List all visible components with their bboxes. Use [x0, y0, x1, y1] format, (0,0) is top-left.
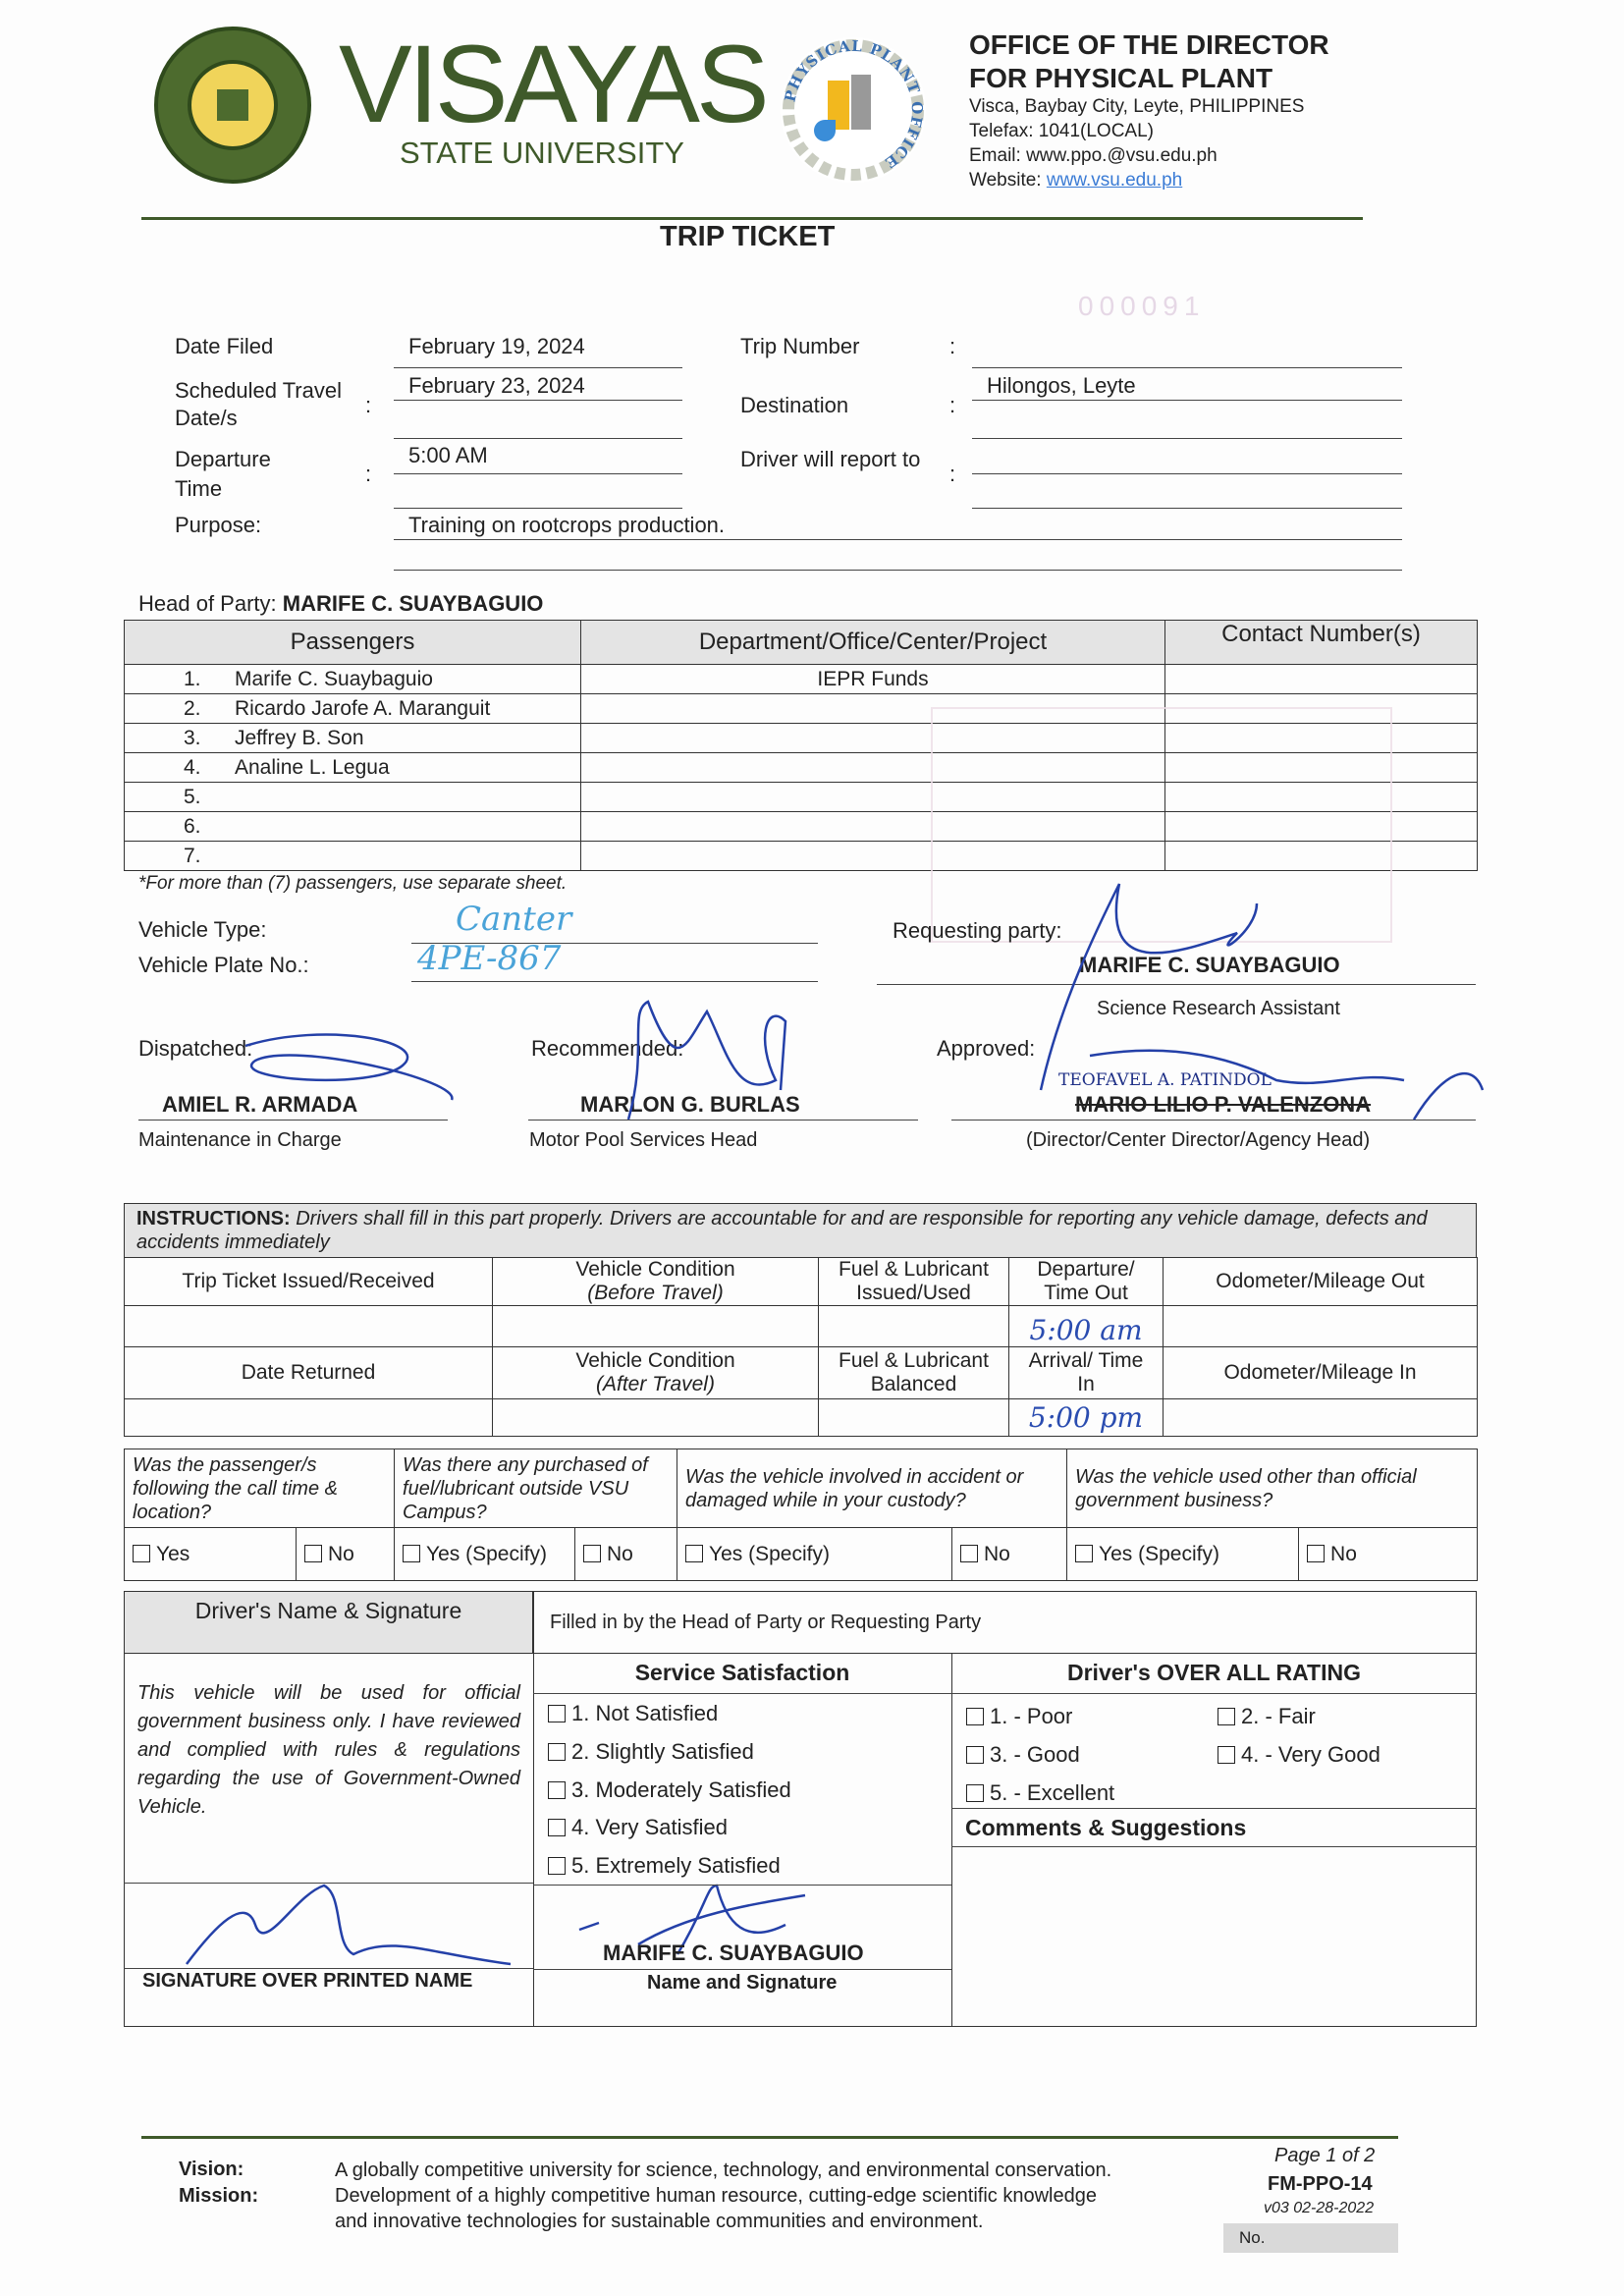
comments-input[interactable] — [954, 1849, 1473, 2024]
option-label: Yes — [156, 1542, 190, 1565]
checkbox[interactable] — [548, 1705, 566, 1722]
purpose-label: Purpose: — [175, 513, 262, 537]
university-name: VISAYAS — [339, 23, 766, 145]
passenger-number: 7. — [184, 844, 201, 867]
dispatched-name: AMIEL R. ARMADA — [162, 1092, 358, 1117]
office-title-1: OFFICE OF THE DIRECTOR — [969, 29, 1329, 60]
instructions-box — [124, 1203, 1477, 1258]
comments-header: Comments & Suggestions — [965, 1815, 1247, 1840]
arrival-time-header: Arrival/ Time In — [1009, 1347, 1164, 1399]
question-text: Was there any purchased of fuel/lubricant outside VSU Campus? — [395, 1449, 677, 1528]
mission-text-1: Development of a highly competitive human resource, cutting-edge scientific knowledge — [335, 2185, 1097, 2207]
service-satisfaction-option[interactable] — [548, 1853, 781, 1879]
checkbox[interactable] — [966, 1784, 984, 1802]
option-label: 4. - Very Good — [1241, 1742, 1380, 1767]
option-label: 3. - Good — [990, 1742, 1080, 1767]
driver-statement: This vehicle will be used for official government business only. I have reviewed and complied with rules & regulations regarding the use of Government-Owned Vehicle. — [137, 1682, 520, 1818]
option-label: No — [1330, 1542, 1357, 1565]
fuel-balanced-cell[interactable] — [819, 1399, 1009, 1437]
arrival-time-cell[interactable]: 5:00 pm — [1009, 1399, 1164, 1437]
colon: : — [365, 462, 372, 486]
checkbox[interactable] — [583, 1545, 601, 1562]
head-party-signer-name: MARIFE C. SUAYBAGUIO — [603, 1941, 864, 1965]
website-label: Website: — [969, 170, 1047, 191]
vehicle-condition-after-header: Vehicle Condition (After Travel) — [493, 1347, 819, 1399]
option-label: 3. Moderately Satisfied — [571, 1777, 791, 1802]
section-divider — [533, 1654, 534, 2027]
service-satisfaction-header: Service Satisfaction — [634, 1660, 850, 1685]
option-label: 5. - Excellent — [990, 1780, 1115, 1805]
date-returned-header: Date Returned — [125, 1347, 493, 1399]
fuel-issued-cell[interactable] — [819, 1306, 1009, 1347]
passenger-name-cell[interactable] — [125, 694, 581, 724]
checkbox[interactable] — [304, 1545, 322, 1562]
colon: : — [365, 393, 372, 417]
trip-log-table — [124, 1257, 1478, 1437]
head-of-party — [138, 591, 543, 617]
checkbox[interactable] — [1218, 1708, 1235, 1725]
passenger-name-cell[interactable] — [125, 812, 581, 842]
office-address: Visca, Baybay City, Leyte, PHILIPPINES — [969, 96, 1305, 117]
departure-label: Departure Time — [175, 447, 271, 501]
odometer-out-cell[interactable] — [1164, 1306, 1478, 1347]
head-party-header: Filled in by the Head of Party or Requesting Party — [533, 1591, 1477, 1654]
passenger-number: 1. — [184, 667, 201, 690]
head-party-signer-label: Name and Signature — [647, 1972, 838, 1994]
trip-number-label: Trip Number — [740, 334, 860, 358]
checkbox[interactable] — [403, 1545, 420, 1562]
question-yes-option[interactable] — [677, 1528, 952, 1581]
form-version: v03 02-28-2022 — [1264, 2200, 1375, 2216]
colon: : — [949, 462, 956, 486]
serial-stamp: 000091 — [1078, 291, 1206, 321]
question-text: Was the passenger/s following the call time & location? — [125, 1449, 395, 1528]
fuel-issued-header: Fuel & Lubricant Issued/Used — [819, 1258, 1009, 1306]
passenger-number: 5. — [184, 785, 201, 808]
passenger-name-cell[interactable] — [125, 842, 581, 871]
passenger-number: 4. — [184, 755, 201, 779]
office-telefax: Telefax: 1041(LOCAL) — [969, 121, 1154, 141]
head-of-party-name: MARIFE C. SUAYBAGUIO — [282, 591, 544, 616]
checkbox[interactable] — [548, 1743, 566, 1761]
option-label: 2. - Fair — [1241, 1704, 1316, 1728]
driver-rating-option[interactable] — [1218, 1704, 1316, 1729]
question-no-option[interactable] — [1299, 1528, 1478, 1581]
odometer-out-header: Odometer/Mileage Out — [1164, 1258, 1478, 1306]
option-label: 4. Very Satisfied — [571, 1815, 728, 1839]
vision-label: Vision: — [179, 2159, 244, 2180]
checkbox[interactable] — [548, 1819, 566, 1836]
form-no-box — [1223, 2223, 1398, 2253]
form-no-label: No. — [1239, 2228, 1266, 2247]
requesting-party-name: MARIFE C. SUAYBAGUIO — [1079, 953, 1340, 977]
checkbox[interactable] — [133, 1545, 150, 1562]
dispatched-title: Maintenance in Charge — [138, 1129, 342, 1151]
service-satisfaction-option[interactable] — [548, 1701, 718, 1726]
passenger-number: 2. — [184, 696, 201, 720]
requesting-party-position: Science Research Assistant — [1097, 998, 1340, 1019]
driver-rating-option[interactable] — [1218, 1742, 1380, 1768]
date-filed-value[interactable]: February 19, 2024 — [408, 334, 585, 358]
departure-time-header: Departure/ Time Out — [1009, 1258, 1164, 1306]
option-label: 5. Extremely Satisfied — [571, 1853, 781, 1878]
vision-text: A globally competitive university for science, technology, and environmental conservation. — [335, 2159, 1112, 2181]
vehicle-condition-before-header: Vehicle Condition (Before Travel) — [493, 1258, 819, 1306]
head-of-party-label: Head of Party: — [138, 591, 277, 616]
destination-label: Destination — [740, 393, 849, 417]
mission-text-2: and innovative technologies for sustainable communities and environment. — [335, 2211, 984, 2232]
passenger-row — [125, 665, 1478, 694]
option-label: No — [984, 1542, 1010, 1565]
checkbox[interactable] — [1307, 1545, 1325, 1562]
checkbox[interactable] — [548, 1781, 566, 1799]
option-label: 1. Not Satisfied — [571, 1701, 719, 1725]
driver-rating-option[interactable] — [966, 1742, 1080, 1768]
vehicle-type-label: Vehicle Type: — [138, 917, 267, 942]
trip-ticket-issued-header: Trip Ticket Issued/Received — [125, 1258, 493, 1306]
col-contact: Contact Number(s) — [1165, 621, 1478, 665]
question-yes-option[interactable] — [1067, 1528, 1299, 1581]
approved-handwritten-name: TEOFAVEL A. PATINDOL — [1058, 1070, 1272, 1090]
driver-signature-label: SIGNATURE OVER PRINTED NAME — [142, 1970, 473, 1992]
university-subtitle: STATE UNIVERSITY — [400, 136, 684, 170]
option-label: Yes (Specify) — [709, 1542, 830, 1565]
approved-name: MARIO LILIO P. VALENZONA — [1075, 1092, 1372, 1117]
departure-value[interactable]: 5:00 AM — [408, 443, 488, 467]
option-label: No — [328, 1542, 354, 1565]
section-divider — [951, 1654, 952, 2027]
passenger-name-cell[interactable] — [125, 665, 581, 694]
passenger-name: Marife C. Suaybaguio — [235, 667, 433, 690]
form-code: FM-PPO-14 — [1268, 2173, 1373, 2195]
physical-plant-logo-text: PHYSICAL PLANT OFFICE — [781, 37, 926, 173]
question-yes-option[interactable] — [395, 1528, 575, 1581]
office-website — [969, 170, 1182, 191]
question-no-option[interactable] — [952, 1528, 1067, 1581]
vehicle-plate-value[interactable]: 4PE-867 — [417, 939, 562, 978]
option-label: 1. - Poor — [990, 1704, 1073, 1728]
col-department: Department/Office/Center/Project — [581, 621, 1165, 665]
question-text: Was the vehicle used other than official government business? — [1067, 1449, 1478, 1528]
approved-label: Approved: — [937, 1036, 1036, 1061]
option-label: Yes (Specify) — [1099, 1542, 1219, 1565]
header-divider — [141, 217, 1363, 220]
question-no-option[interactable] — [297, 1528, 395, 1581]
driver-rating-option[interactable] — [966, 1780, 1114, 1806]
vehicle-condition-after-cell[interactable] — [493, 1399, 819, 1437]
page-number: Page 1 of 2 — [1274, 2145, 1376, 2166]
trip-ticket-issued-cell[interactable] — [125, 1306, 493, 1347]
recommended-name: MARLON G. BURLAS — [580, 1092, 800, 1117]
questions-table — [124, 1449, 1478, 1581]
vehicle-plate-label: Vehicle Plate No.: — [138, 953, 309, 977]
date-filed-label: Date Filed — [175, 334, 274, 358]
dispatched-signature — [245, 1035, 452, 1100]
office-title-2: FOR PHYSICAL PLANT — [969, 63, 1273, 93]
passenger-name-cell[interactable] — [125, 753, 581, 783]
colon: : — [949, 334, 956, 358]
passengers-note: *For more than (7) passengers, use separate sheet. — [138, 873, 568, 894]
fuel-balanced-header: Fuel & Lubricant Balanced — [819, 1347, 1009, 1399]
checkbox[interactable] — [966, 1746, 984, 1764]
checkbox[interactable] — [966, 1708, 984, 1725]
service-satisfaction-option[interactable] — [548, 1815, 728, 1840]
departure-time-cell[interactable]: 5:00 am — [1009, 1306, 1164, 1347]
checkbox[interactable] — [1218, 1746, 1235, 1764]
passenger-dept[interactable]: IEPR Funds — [581, 665, 1165, 694]
passenger-contact[interactable] — [1165, 665, 1478, 694]
driver-rating-header: Driver's OVER ALL RATING — [1067, 1660, 1361, 1685]
service-satisfaction-option[interactable] — [548, 1739, 754, 1765]
driver-report-label: Driver will report to — [740, 447, 921, 471]
passenger-number: 6. — [184, 814, 201, 838]
destination-value[interactable]: Hilongos, Leyte — [987, 373, 1136, 398]
vehicle-condition-before-cell[interactable] — [493, 1306, 819, 1347]
col-passengers: Passengers — [125, 621, 581, 665]
vehicle-type-value[interactable]: Canter — [456, 900, 572, 939]
scheduled-label: Scheduled Travel Date/s — [175, 378, 342, 430]
instructions-text: Drivers shall fill in this part properly. Drivers are accountable for and are responsible for reporting any vehicle damage, defects and accidents immediately — [136, 1208, 1428, 1253]
mission-label: Mission: — [179, 2185, 259, 2207]
passenger-name-cell[interactable] — [125, 783, 581, 812]
passenger-name: Analine L. Legua — [235, 755, 390, 779]
colon: : — [949, 393, 956, 417]
driver-header: Driver's Name & Signature — [124, 1591, 533, 1654]
recommended-label: Recommended: — [531, 1036, 684, 1061]
question-yes-option[interactable] — [125, 1528, 297, 1581]
date-returned-cell[interactable] — [125, 1399, 493, 1437]
driver-rating-option[interactable] — [966, 1704, 1072, 1729]
service-satisfaction-option[interactable] — [548, 1777, 791, 1803]
checkbox[interactable] — [960, 1545, 978, 1562]
page-title: TRIP TICKET — [660, 221, 836, 252]
option-label: No — [607, 1542, 633, 1565]
checkbox[interactable] — [685, 1545, 703, 1562]
option-label: 2. Slightly Satisfied — [571, 1739, 754, 1764]
option-label: Yes (Specify) — [426, 1542, 547, 1565]
passenger-name: Ricardo Jarofe A. Maranguit — [235, 696, 491, 720]
purpose-value[interactable]: Training on rootcrops production. — [408, 513, 726, 537]
received-stamp — [931, 707, 1392, 943]
checkbox[interactable] — [548, 1857, 566, 1875]
passenger-name: Jeffrey B. Son — [235, 726, 364, 749]
question-text: Was the vehicle involved in accident or damaged while in your custody? — [677, 1449, 1067, 1528]
passenger-name-cell[interactable] — [125, 724, 581, 753]
website-link[interactable]: www.vsu.edu.ph — [1046, 170, 1183, 191]
footer-divider — [141, 2136, 1398, 2139]
question-no-option[interactable] — [575, 1528, 677, 1581]
dispatched-label: Dispatched: — [138, 1036, 253, 1061]
university-seal — [154, 27, 311, 184]
recommended-title: Motor Pool Services Head — [529, 1129, 758, 1151]
scheduled-value[interactable]: February 23, 2024 — [408, 373, 585, 398]
requesting-party-label: Requesting party: — [893, 918, 1062, 943]
passenger-number: 3. — [184, 726, 201, 749]
checkbox[interactable] — [1075, 1545, 1093, 1562]
approved-title: (Director/Center Director/Agency Head) — [1026, 1129, 1371, 1151]
office-email: Email: www.ppo.@vsu.edu.ph — [969, 145, 1218, 166]
instructions-label: INSTRUCTIONS: — [136, 1208, 291, 1230]
odometer-in-cell[interactable] — [1164, 1399, 1478, 1437]
odometer-in-header: Odometer/Mileage In — [1164, 1347, 1478, 1399]
physical-plant-logo — [781, 37, 926, 183]
